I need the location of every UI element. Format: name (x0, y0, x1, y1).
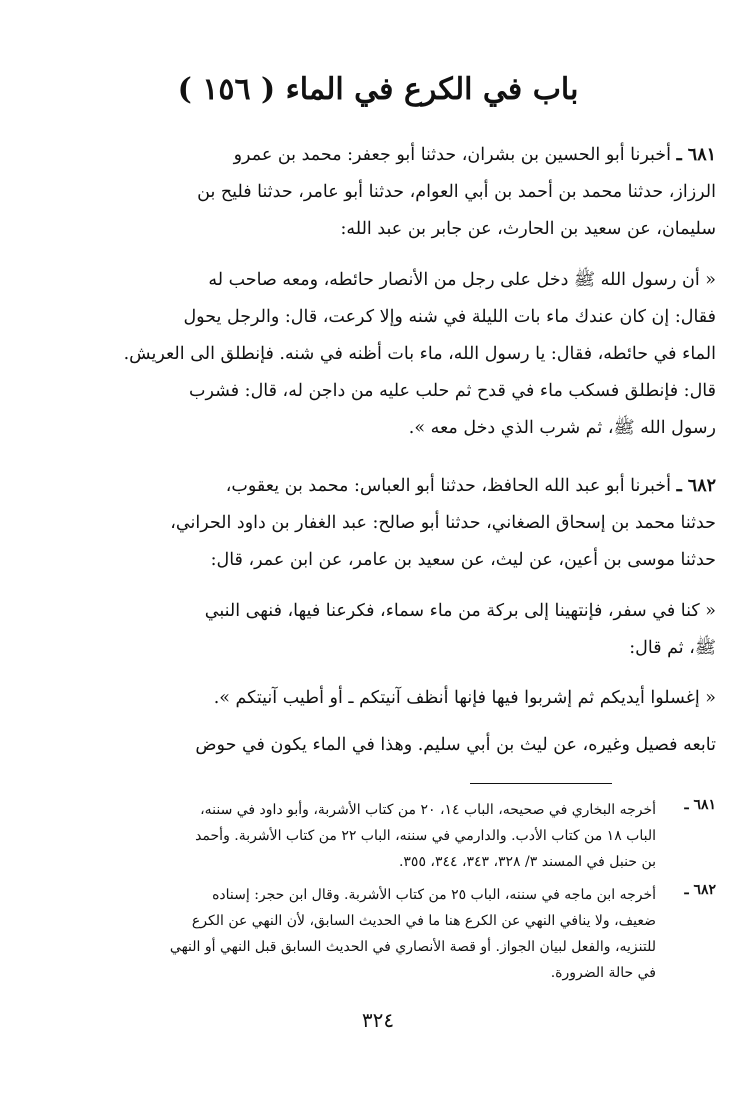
footnote-number: ٦٨٢ ـ (684, 882, 716, 898)
matn-line: فقال: إن كان عندك ماء بات الليلة في شنه وإلا كرعت، قال: والرجل يحول (183, 307, 716, 327)
isnad-line (92, 468, 716, 505)
footnote-line: ضعيف، ولا ينافي النهي عن الكرع هنا ما في الحديث السابق، لأن النهي عن الكرع (191, 913, 656, 929)
matn-line: قال: فإنطلق فسكب ماء في قدح ثم حلب عليه من داجن له، قال: فشرب (189, 381, 716, 401)
isnad-line: سليمان، عن سعيد بن الحارث، عن جابر بن عبد الله: (340, 219, 716, 239)
page-number: ٣٢٤ (361, 1008, 395, 1032)
hadith-682-follow (92, 727, 716, 764)
matn-line: « أن رسول الله ﷺ دخل على رجل من الأنصار حائطه، ومعه صاحب له (208, 270, 716, 290)
footnote-body (92, 797, 656, 875)
hadith-682-isnad (92, 468, 716, 579)
footnote-line: الباب ١٨ من كتاب الأدب. والدارمي في سننه، الباب ٢٢ من كتاب الأشربة. وأحمد (195, 828, 656, 844)
hadith-681-matn (92, 262, 716, 447)
footnote-line: في حالة الضرورة. (550, 965, 656, 981)
matn-line: « كنا في سفر، فإنتهينا إلى بركة من ماء سماء، فكرعنا فيها، فنهى النبي (204, 601, 716, 621)
hadith-number: ٦٨٢ ـ (676, 476, 716, 496)
hadith-682-quote (92, 680, 716, 717)
follow-line: تابعه فصيل وغيره، عن ليث بن أبي سليم. وهذا في الماء يكون في حوض (195, 735, 716, 755)
footnote-divider (470, 783, 612, 784)
footnote-line: أخرجه البخاري في صحيحه، الباب ١٤، ٢٠ من كتاب الأشربة، وأبو داود في سننه، (200, 802, 656, 818)
isnad-text: أخبرنا أبو عبد الله الحافظ، حدثنا أبو العباس: محمد بن يعقوب، (225, 476, 671, 496)
matn-line: رسول الله ﷺ، ثم شرب الذي دخل معه ». (408, 418, 716, 438)
isnad-line: حدثنا موسى بن أعين، عن ليث، عن سعيد بن عامر، عن ابن عمر، قال: (210, 550, 716, 570)
footnote-body (92, 882, 656, 986)
footnote-number: ٦٨١ ـ (684, 797, 716, 813)
isnad-text: أخبرنا أبو الحسين بن بشران، حدثنا أبو جعفر: محمد بن عمرو (233, 145, 671, 165)
matn-line: ﷺ، ثم قال: (629, 638, 716, 658)
footnote-682 (92, 882, 716, 986)
isnad-line (92, 137, 716, 174)
isnad-line: حدثنا محمد بن إسحاق الصغاني، حدثنا أبو صالح: عبد الغفار بن داود الحراني، (170, 513, 716, 533)
footnote-line: أخرجه ابن ماجه في سننه، الباب ٢٥ من كتاب الأشربة. وقال ابن حجر: إسناده (212, 887, 656, 903)
footnote-681 (92, 797, 716, 875)
isnad-line: الرزاز، حدثنا محمد بن أحمد بن أبي العوام، حدثنا أبو عامر، حدثنا فليح بن (197, 182, 716, 202)
hadith-682-matn (92, 593, 716, 667)
footnote-line: للتنزيه، والفعل لبيان الجواز. أو قصة الأنصاري في الحديث السابق قبل النهي أو النهي (169, 939, 656, 955)
hadith-number: ٦٨١ ـ (676, 145, 716, 165)
hadith-681-isnad (92, 137, 716, 248)
footnote-line: بن حنبل في المسند ٣/ ٣٢٨، ٣٤٣، ٣٤٤، ٣٥٥. (398, 854, 656, 870)
matn-line: الماء في حائطه، فقال: يا رسول الله، ماء بات أظنه في شنه. فإنطلق الى العريش. (123, 344, 716, 364)
quote-line: « إغسلوا أيديكم ثم إشربوا فيها فإنها أنظف آنيتكم ـ أو أطيب آنيتكم ». (213, 688, 716, 708)
chapter-title: ( ١٥٦ ) باب في الكرع في الماء (177, 72, 579, 107)
